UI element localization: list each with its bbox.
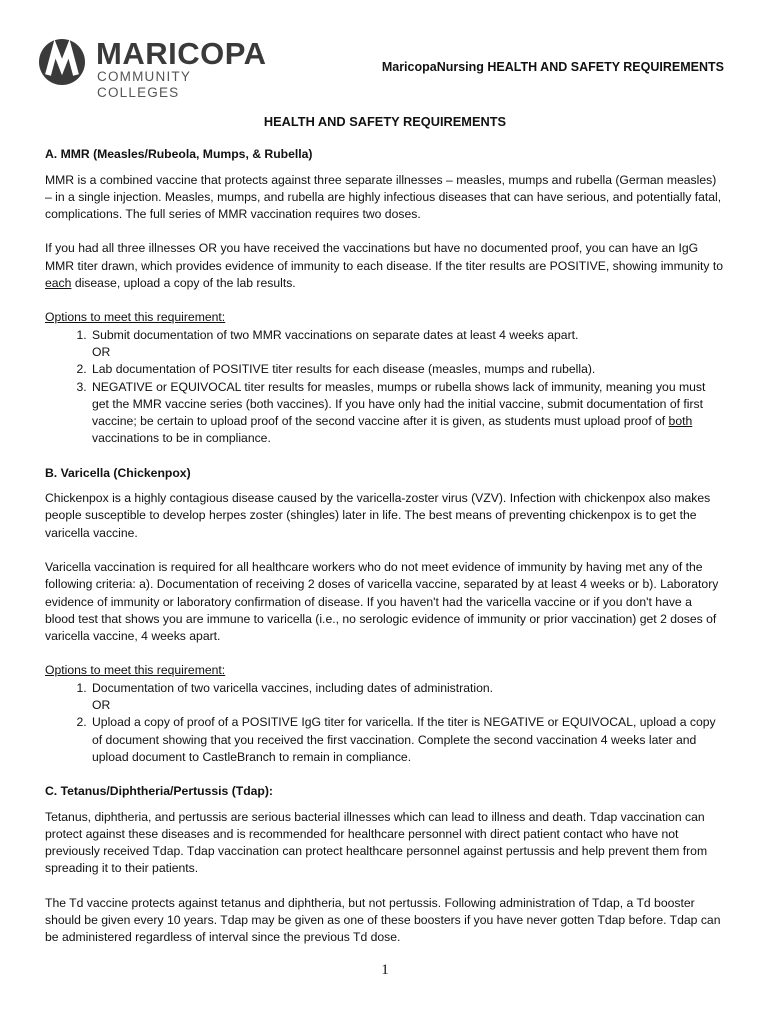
- tdap-paragraph-1: Tetanus, diphtheria, and pertussis are serious bacterial illnesses which can lead to illness and death. Tdap vaccination can protect against these diseases and is recommended for healthcare personnel with direct patient contact who have not previously received Tdap. Tdap vaccination can protect healthcare personnel against pertussis and help prevent them from spreading it to their patients.: [45, 809, 708, 876]
- logo-name: MARICOPA: [96, 36, 267, 71]
- varicella-paragraph-2: Varicella vaccination is required for all healthcare workers who do not meet evidence of immunity by having met any of the following criteria: a). Documentation of receiving 2 doses of varicella vaccine, separated by at least 4 weeks or b). Laboratory evidence of immunity or laboratory confirmation of disease. If you haven't had the varicella vaccine or if you don't have a blood test that shows you are immune to varicella (i.e., no serologic evidence of immunity or prior vaccination) get 2 doses of varicella vaccine, 4 weeks apart.: [45, 559, 719, 644]
- varicella-options-list: [45, 680, 725, 766]
- mmr-options-list: [45, 327, 725, 448]
- varicella-paragraph-1: Chickenpox is a highly contagious disease caused by the varicella-zoster virus (VZV). Infection with chickenpox also makes people susceptible to develop herpes zoster (shingles) later in life. The best means of preventing chickenpox is to get the varicella vaccine.: [45, 491, 711, 540]
- maricopa-m-icon: [38, 37, 86, 87]
- list-item: 1. Submit documentation of two MMR vaccinations on separate dates at least 4 weeks apart. OR: [90, 327, 725, 362]
- list-item: 2. Lab documentation of POSITIVE titer results for each disease (measles, mumps and rubella).: [90, 361, 725, 378]
- page-title: HEALTH AND SAFETY REQUIREMENTS: [263, 114, 507, 129]
- document-body: [45, 113, 725, 964]
- list-item: 1. Documentation of two varicella vaccines, including dates of administration. OR: [90, 680, 725, 715]
- list-item: 2. Upload a copy of proof of a POSITIVE IgG titer for varicella. If the titer is NEGATIVE or EQUIVOCAL, upload a copy of document showing that you received the first vaccination. Complete the second vaccination 4 weeks later and upload document to CastleBranch to remain in compliance.: [90, 714, 725, 766]
- mmr-paragraph-2: If you had all three illnesses OR you have received the vaccinations but have no documented proof, you can have an IgG MMR titer drawn, which provides evidence of immunity to each disease. If the titer results are POSITIVE, showing immunity to each disease, upload a copy of the lab results.: [45, 241, 724, 291]
- page-number: 1: [381, 962, 389, 978]
- list-item: 3. NEGATIVE or EQUIVOCAL titer results for measles, mumps or rubella shows lack of immunity, meaning you must get the MMR vaccine series (both vaccines). If you have only had the initial vaccine, submit documentation of first vaccine; be certain to upload proof of the second vaccine after it is given, as students must upload proof of both vaccinations to be in compliance.: [90, 379, 725, 448]
- tdap-paragraph-2: The Td vaccine protects against tetanus and diphtheria, but not pertussis. Following administration of Tdap, a Td booster should be given every 10 years. Tdap may be given as one of these boosters if you have never gotten Tdap before. Tdap can be administered regardless of interval since the previous Td dose.: [45, 895, 721, 945]
- mmr-options-heading: Options to meet this requirement:: [45, 310, 226, 325]
- varicella-heading: B. Varicella (Chickenpox): [45, 465, 191, 480]
- logo-subtitle: COMMUNITY COLLEGES: [97, 69, 191, 100]
- mmr-heading: A. MMR (Measles/Rubeola, Mumps, & Rubella): [45, 147, 313, 162]
- maricopa-logo: [38, 36, 268, 100]
- mmr-paragraph-1: MMR is a combined vaccine that protects against three separate illnesses – measles, mumps and rubella (German measles) – in a single injection. Measles, mumps, and rubella are highly infectious diseases that can have serious, and potentially fatal, complications. The full series of MMR vaccination requires two doses.: [45, 172, 722, 222]
- tdap-heading: C. Tetanus/Diphtheria/Pertussis (Tdap):: [45, 784, 273, 799]
- varicella-options-heading: Options to meet this requirement:: [45, 663, 226, 678]
- header-title: MaricopaNursing HEALTH AND SAFETY REQUIREMENTS: [381, 60, 724, 74]
